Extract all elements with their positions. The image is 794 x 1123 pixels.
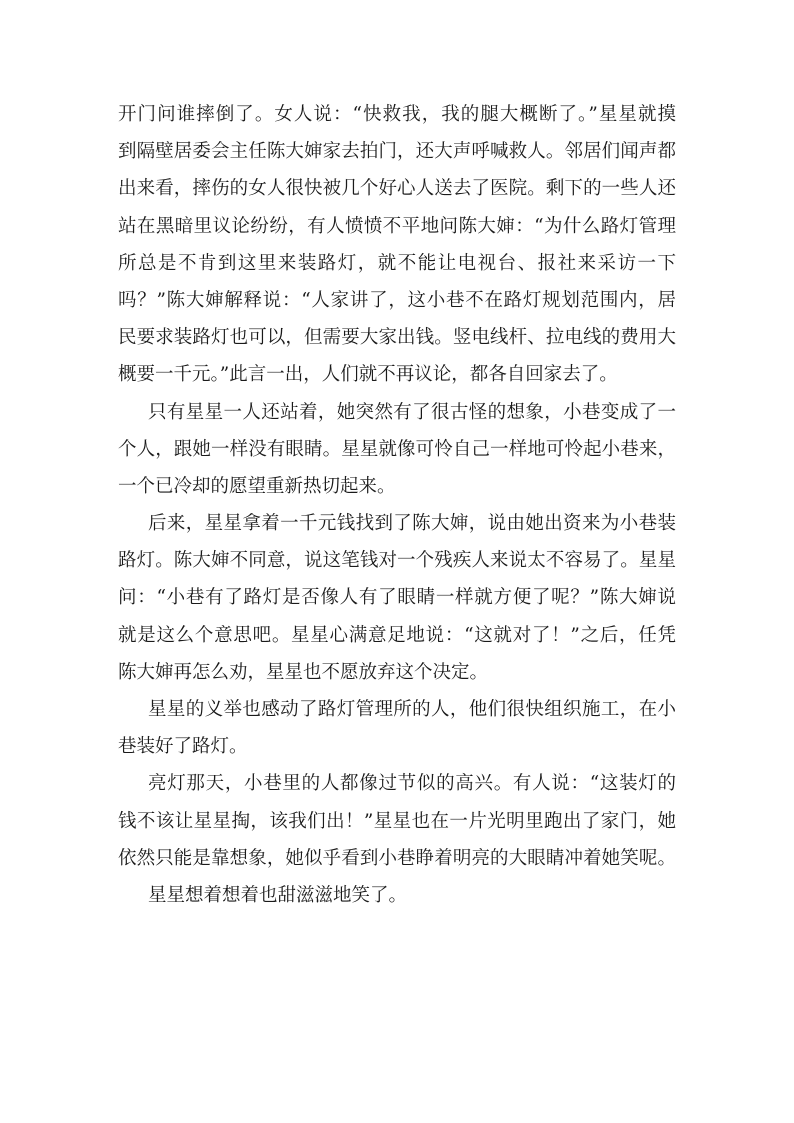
text-line: 吗？”陈大婶解释说：“人家讲了，这小巷不在路灯规划范围内，居 bbox=[118, 289, 676, 311]
text-line: 所总是不肯到这里来装路灯，就不能让电视台、报社来采访一下 bbox=[118, 252, 676, 274]
text-line: 出来看，摔伤的女人很快被几个好心人送去了医院。剩下的一些人还 bbox=[118, 178, 676, 200]
text-line: 巷装好了路灯。 bbox=[118, 736, 248, 758]
text-line: 到隔壁居委会主任陈大婶家去拍门，还大声呼喊救人。邻居们闻声都 bbox=[118, 141, 676, 163]
text-line: 只有星星一人还站着，她突然有了很古怪的想象，小巷变成了一 bbox=[148, 401, 676, 423]
text-line: 一个已冷却的愿望重新热切起来。 bbox=[118, 475, 396, 497]
text-line: 星星想着想着也甜滋滋地笑了。 bbox=[148, 884, 408, 906]
text-line: 就是这么个意思吧。星星心满意足地说：“这就对了！”之后，任凭 bbox=[118, 624, 676, 646]
text-line: 个人，跟她一样没有眼睛。星星就像可怜自己一样地可怜起小巷来， bbox=[118, 438, 676, 460]
text-line: 路灯。陈大婶不同意，说这笔钱对一个残疾人来说太不容易了。星星 bbox=[118, 550, 676, 572]
text-line: 星星的义举也感动了路灯管理所的人，他们很快组织施工，在小 bbox=[148, 699, 676, 720]
text-line: 钱不该让星星掏，该我们出！”星星也在一片光明里跑出了家门，她 bbox=[118, 810, 676, 832]
text-line: 概要一千元。”此言一出，人们就不再议论，都各自回家去了。 bbox=[118, 364, 618, 386]
text-line: 民要求装路灯也可以，但需要大家出钱。竖电线杆、拉电线的费用大 bbox=[118, 327, 676, 349]
document-body bbox=[118, 100, 676, 918]
text-line: 亮灯那天，小巷里的人都像过节似的高兴。有人说：“这装灯的 bbox=[148, 773, 676, 795]
text-line: 开门问谁摔倒了。女人说：“快救我，我的腿大概断了。”星星就摸 bbox=[118, 104, 676, 125]
text-line: 陈大婶再怎么劝，星星也不愿放弃这个决定。 bbox=[118, 661, 489, 683]
text-line: 站在黑暗里议论纷纷，有人愤愤不平地问陈大婶：“为什么路灯管理 bbox=[118, 215, 676, 237]
text-line: 后来，星星拿着一千元钱找到了陈大婶，说由她出资来为小巷装 bbox=[148, 513, 676, 535]
text-line: 问：“小巷有了路灯是否像人有了眼睛一样就方便了呢？”陈大婶说 bbox=[118, 587, 676, 609]
text-line: 依然只能是靠想象，她似乎看到小巷睁着明亮的大眼睛冲着她笑呢。 bbox=[118, 847, 676, 869]
